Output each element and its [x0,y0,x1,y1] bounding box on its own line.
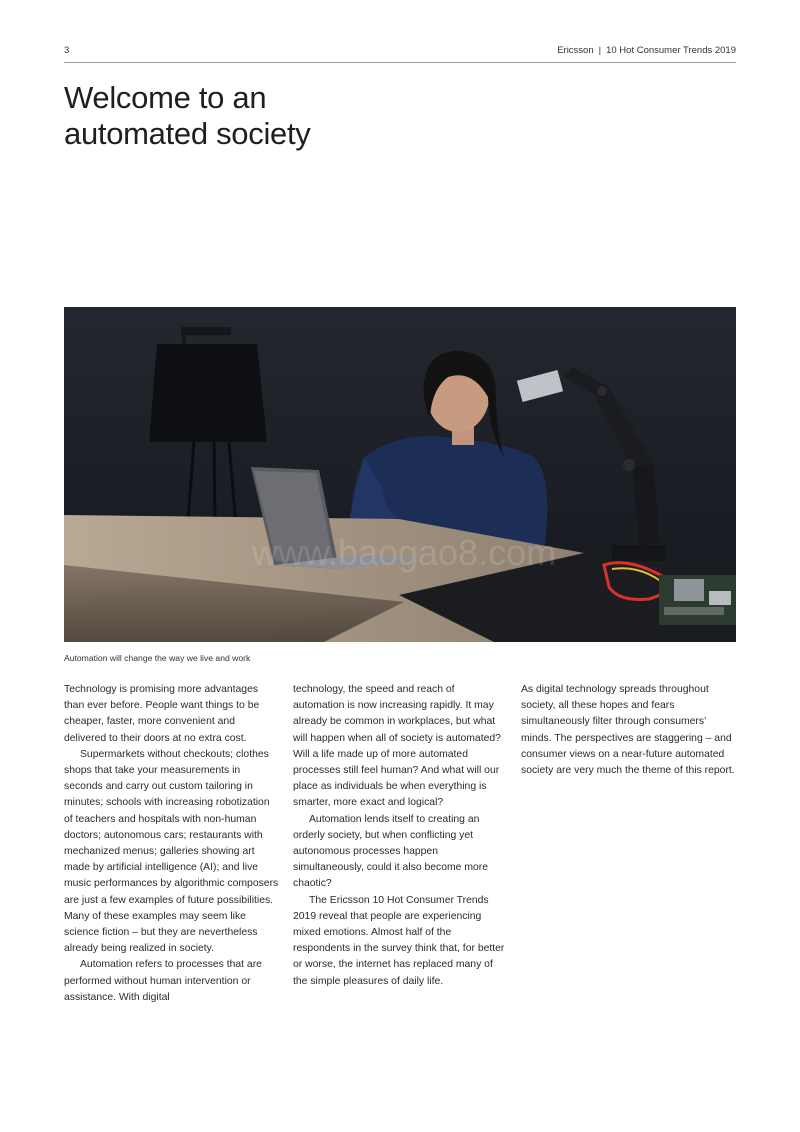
electronics-board [659,575,736,625]
header-separator: | [598,45,602,56]
paragraph: The Ericsson 10 Hot Consumer Trends 2019 reveal that people are experiencing mixed emotions. Almost half of the respondents in the survey think that, for better or worse, the internet has replaced many of the simple pleasures of daily life. [293,894,505,987]
body-column-2 [293,682,508,990]
paragraph: Supermarkets without checkouts; clothes shops that take your measurements in seconds and carry out custom tailoring in minutes; schools with increasing robotization of teachers and hospitals with non-human doctors; autonomous cars; restaurants with mechanized menus; galleries showing art made by artificial intelligence (AI); and live music performances by algorithmic composers are just a few examples of future possibilities. Many of these examples may seem like science fiction – but they are nevertheless already being realized in society. [64,748,279,955]
body-column-3 [521,682,736,779]
paragraph: Automation refers to processes that are performed without human intervention or assistance. With digital [64,959,262,1003]
brand-name: Ericsson [557,45,594,56]
header-rule [64,62,736,63]
paragraph: As digital technology spreads throughout society, all these hopes and fears simultaneously filter through consumers’ minds. The perspectives are staggering – and consumer views on a near-future automated society are very much the theme of this report. [521,684,735,777]
title-line-1: Welcome to an [64,80,267,115]
hero-photo-illustration [64,307,736,642]
running-header [557,45,736,56]
image-caption: Automation will change the way we live and work [64,653,251,663]
paragraph: Technology is promising more advantages than ever before. People want things to be cheaper, faster, more convenient and delivered to their doors at no extra cost. [64,684,260,744]
page-number: 3 [64,45,70,56]
title-line-2: automated society [64,116,311,151]
body-column-1 [64,682,279,1006]
page-title [64,80,311,152]
paragraph: technology, the speed and reach of automation is now increasing rapidly. It may already be common in workplaces, but what will happen when all of society is automated? Will a life made up of more automated processes still feel human? And what will our place as individuals be when everything is smarter, more exact and logical? [293,684,501,809]
watermark: www.baogao8.com [251,532,557,573]
hero-photo [64,307,736,642]
paragraph: Automation lends itself to creating an orderly society, but when conflicting yet autonomous processes happen simultaneously, could it also become more chaotic? [293,813,489,890]
report-title: 10 Hot Consumer Trends 2019 [606,45,736,56]
